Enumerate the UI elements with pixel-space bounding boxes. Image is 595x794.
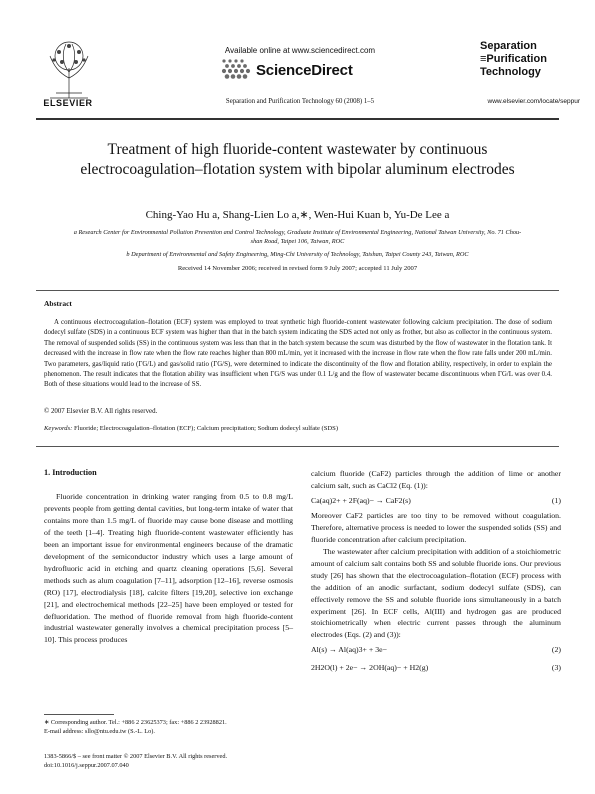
email-note[interactable]: E-mail address: sllo@ntu.edu.tw (S.-L. Lo). [44, 728, 155, 735]
received-dates: Received 14 November 2006; received in revised form 9 July 2007; accepted 11 July 2007 [177, 265, 418, 272]
affiliation-a: a Research Center for Environmental Pollution Prevention and Control Technology, Graduate Institute of Environmental Engineering, National Taiwan University, No. 71 Chou-shan Road, Taipei 106, Taiwan, ROC [73, 229, 522, 245]
keywords-text: Fluoride; Electrocoagulation–flotation (ECF); Calcium precipitation; Sodium dodecyl sulfate (SDS) [73, 425, 339, 432]
issn-line: 1383-5866/$ – see front matter © 2007 Elsevier B.V. All rights reserved. [44, 753, 228, 760]
author-list: Ching-Yao Hu a, Shang-Lien Lo a,∗, Wen-Hui Kuan b, Yu-De Lee a [145, 209, 450, 221]
abstract-bottom-divider [36, 446, 559, 447]
abstract-body: A continuous electrocoagulation–flotation (ECF) system was employed to treat synthetic high fluoride-content wastewater following calcium precipitation. The dose of sodium dodecyl sulfate (SDS) in a continuous ECF system was higher than that in the batch system indicating the SDS acted not only as frother, but also as collector in the continuous system. The removal of suspended solids (SS) in the continuous system was less than that in the batch system because the scum was disturbed by the flow of wastewater in the flotation tank. It decreased with the increase in flow rate when the flow rate reaches higher than 800 mL/min, yet it increased with the increase in flow rate when the flow rate falls under 200 mL/min. Two parameters, gas/liquid ratio (ΓG/L) and gas/solid ratio (ΓG/S), were determined to indicate the discontinuity of the flow and flotation ability, respectively, in order to explain the phenomenon. The result indicates that the flotation ability was insufficient when ΓG/S was under 0.1 L/g and the flow of wastewater became discontinuous when ΓG/L was over 0.4. Both of these situations would lead to the increase of SS. [44, 319, 552, 389]
equation-3-number: (3) [551, 663, 561, 673]
abstract-copyright: © 2007 Elsevier B.V. All rights reserved. [44, 408, 158, 415]
journal-logo-line: Separation [480, 40, 537, 52]
abstract-heading: Abstract [44, 299, 72, 308]
equation-1-number: (1) [551, 495, 561, 505]
footnote [44, 718, 293, 736]
equation-3 [311, 659, 561, 677]
sciencedirect-dots-logo [220, 58, 254, 80]
footnote-divider [44, 714, 114, 715]
abstract-top-divider [36, 290, 559, 291]
equation-1-text: Ca(aq)2+ + 2F(aq)− → CaF2(s) [311, 495, 411, 505]
publisher-wordmark: ELSEVIER [43, 98, 93, 108]
intro-left-paragraph: Fluoride concentration in drinking water ranging from 0.5 to 0.8 mg/L prevents people from getting dental cavities, but long-term intake of water that contains more than 1.5 mg/L of fluoride may cause bone disease and mottling of the teeth [1–4]. Treating high fluoride-content wastewater efficiently has been an important issue for environmental engineers because of the dramatic development of the semiconductor industry which uses a large amount of hydrofluoric acid in etching and quartz cleaning operations [5,6]. Several methods such as alum coagulation [7–11], adsorption [12–16], reverse osmosis (RO) [17], electrodialysis [18], calcite filters [19,20], selective ion exchange [21], and electrochemical methods [22–25] have been employed or tested for defluoridation. The method of fluoride removal from high fluoride-content industrial wastewater generally involves a chemical precipitation process [5–10]. This process produces [44, 492, 293, 645]
right-paragraph-2: Moreover CaF2 particles are too tiny to be removed without coagulation. Therefore, alternative process is needed to lower the suspended solids (SS) and fluoride concentration after calcium precipitation. [311, 510, 561, 544]
sciencedirect-wordmark: ScienceDirect [256, 62, 353, 79]
header-divider [36, 118, 559, 120]
journal-url-link[interactable]: www.elsevier.com/locate/seppur [487, 98, 580, 105]
journal-logo-line: Technology [480, 66, 541, 78]
journal-logo-line: ≡Purification [480, 53, 547, 65]
doi-link[interactable]: doi:10.1016/j.seppur.2007.07.040 [44, 762, 129, 769]
keywords-line [44, 425, 552, 432]
right-paragraph-3: The wastewater after calcium precipitation with addition of a stoichiometric amount of calcium salt contains both SS and soluble fluoride ions. Our previous study [26] has shown that the electrocoagulation–flotation (ECF) process with the addition of an anodic surfactant, sodium dodecyl sulfate (SDS), can effectively remove the SS and soluble fluoride ions simultaneously in a batch experiment [26]. In ECF cells, Al(III) and hydrogen gas are produced stoichiometrically when electric current passes through the aluminum electrodes (Eqs. (2) and (3)): [311, 546, 561, 640]
front-matter [44, 752, 293, 770]
equation-2-text: Al(s) → Al(aq)3+ + 3e− [311, 645, 387, 655]
keywords-label: Keywords: [44, 425, 73, 432]
page-header [0, 0, 595, 122]
section-heading: 1. Introduction [44, 468, 97, 477]
affiliation-b: b Department of Environmental and Safety Engineering, Ming-Chi University of Technology, Taishan, Taipei County 243, Taiwan, ROC [126, 251, 469, 258]
intro-right-column [311, 468, 561, 677]
article-title: Treatment of high fluoride-content wastewater by continuous electrocoagulation–flotation system with bipolar aluminum electrodes [80, 141, 515, 178]
equation-3-text: 2H2O(l) + 2e− → 2OH(aq)− + H2(g) [311, 663, 429, 673]
journal-logo [480, 40, 566, 79]
journal-citation: Separation and Purification Technology 60 (2008) 1–5 [225, 98, 375, 105]
equation-1 [311, 492, 561, 510]
elsevier-tree-logo [44, 38, 94, 100]
right-intro-paragraph: calcium fluoride (CaF2) particles through the addition of lime or another calcium salt, such as CaCl2 (Eq. (1)): [311, 469, 561, 490]
corresponding-author-note: ∗ Corresponding author. Tel.: +886 2 23625373; fax: +886 2 23928821. [44, 719, 227, 726]
equation-2-number: (2) [551, 645, 561, 655]
equation-2 [311, 641, 561, 659]
available-online-line[interactable]: Available online at www.sciencedirect.com [224, 46, 376, 55]
